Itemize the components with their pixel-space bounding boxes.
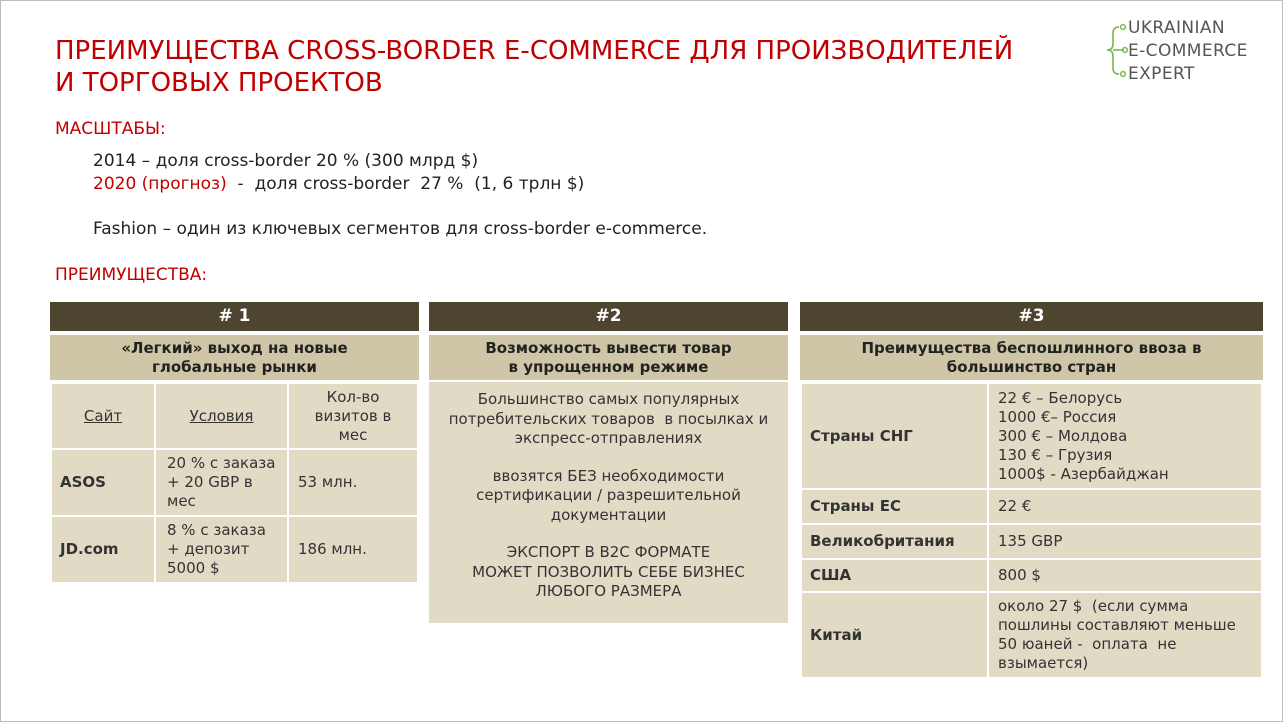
text-line: Большинство самых популярных (477, 390, 740, 408)
table-header-row (51, 383, 418, 449)
scale-heading: МАСШТАБЫ: (55, 119, 166, 139)
text-line: ввозятся БЕЗ необходимости (492, 466, 725, 485)
threshold-cell (988, 383, 1262, 489)
duty-free-table (800, 382, 1263, 679)
brand-logo (1105, 17, 1255, 87)
column-1-subtitle-line-2: глобальные рынки (152, 357, 317, 376)
scale-line-2020 (93, 174, 584, 194)
column-1-header: # 1 (50, 302, 419, 331)
column-3-subtitle-line-1: Преимущества беспошлинного ввоза в (861, 338, 1202, 357)
table-row (801, 489, 1262, 524)
sites-table (50, 382, 419, 584)
text-line: экспресс-отправлениях (514, 429, 703, 447)
advantage-column-3 (800, 302, 1263, 679)
column-2-subtitle-line-2: в упрощенном режиме (508, 357, 709, 376)
table-row (801, 383, 1262, 489)
text-line: сертификации / разрешительной (476, 486, 741, 504)
country-cell: Страны ЕС (801, 489, 988, 524)
forecast-value: - доля cross-border 27 % (1, 6 трлн $) (226, 174, 585, 194)
column-2-subtitle-line-1: Возможность вывести товар (485, 338, 732, 357)
scale-line-2014: 2014 – доля cross-border 20 % (300 млрд $) (93, 151, 479, 171)
threshold-line: 50 юаней - оплата не (998, 635, 1177, 653)
column-1-subtitle (50, 335, 419, 380)
country-cell: Страны СНГ (801, 383, 988, 489)
country-cell: Китай (801, 592, 988, 678)
column-2-body (429, 382, 788, 623)
conditions-cell: 8 % с заказа + депозит 5000 $ (155, 516, 288, 583)
threshold-line: 1000 €– Россия (998, 407, 1117, 426)
logo-text-line-2: E-COMMERCE (1128, 41, 1248, 61)
advantage-column-2 (429, 302, 788, 623)
column-1-subtitle-line-1: «Легкий» выход на новые (121, 338, 348, 357)
column-3-subtitle (800, 335, 1263, 380)
table-row (51, 449, 418, 516)
header-site: Сайт (51, 383, 155, 449)
logo-text-line-3: EXPERT (1128, 64, 1195, 84)
visits-cell: 186 млн. (288, 516, 418, 583)
threshold-cell (988, 592, 1262, 678)
header-visits: Кол-во визитов в мес (288, 383, 418, 449)
text-line: ЭКСПОРТ В B2C ФОРМАТЕ (506, 543, 711, 561)
site-cell: ASOS (51, 449, 155, 516)
text-line: потребительских товаров в посылках и (448, 409, 769, 428)
visits-cell: 53 млн. (288, 449, 418, 516)
text-line: ЛЮБОГО РАЗМЕРА (535, 582, 682, 600)
fashion-line: Fashion – один из ключевых сегментов для cross-border e-commerce. (93, 219, 708, 239)
threshold-line: пошлины составляют меньше (998, 616, 1236, 634)
column-3-header: #3 (800, 302, 1263, 331)
threshold-cell: 22 € (988, 489, 1262, 524)
logo-text-line-1: UKRAINIAN (1128, 18, 1226, 38)
paragraph-no-certification (429, 467, 788, 526)
forecast-label: 2020 (прогноз) (93, 174, 227, 194)
table-row (801, 559, 1262, 592)
header-conditions: Условия (155, 383, 288, 449)
threshold-line: 130 € – Грузия (998, 445, 1113, 464)
conditions-cell: 20 % с заказа + 20 GBP в мес (155, 449, 288, 516)
advantages-heading: ПРЕИМУЩЕСТВА: (55, 265, 208, 285)
threshold-line: 300 € – Молдова (998, 426, 1128, 445)
column-2-subtitle (429, 335, 788, 380)
page-title (55, 35, 1085, 99)
country-cell: США (801, 559, 988, 592)
text-line: МОЖЕТ ПОЗВОЛИТЬ СЕБЕ БИЗНЕС (472, 562, 745, 581)
threshold-cell: 800 $ (988, 559, 1262, 592)
site-cell: JD.com (51, 516, 155, 583)
threshold-line: 1000$ - Азербайджан (998, 464, 1169, 483)
column-3-subtitle-line-2: большинство стран (946, 357, 1117, 376)
title-line-1: ПРЕИМУЩЕСТВА CROSS-BORDER E-COMMERCE ДЛЯ ПРОИЗВОДИТЕЛЕЙ (55, 36, 1014, 66)
threshold-cell: 135 GBP (988, 524, 1262, 559)
table-row (801, 524, 1262, 559)
advantage-column-1 (50, 302, 419, 584)
threshold-line: около 27 $ (если сумма (998, 597, 1189, 615)
column-2-header: #2 (429, 302, 788, 331)
title-line-2: И ТОРГОВЫХ ПРОЕКТОВ (55, 68, 383, 98)
logo-bracket-icon (1105, 17, 1129, 87)
threshold-line: 22 € – Белорусь (998, 388, 1123, 407)
paragraph-popular-goods (429, 390, 788, 449)
text-line: документации (550, 505, 667, 524)
threshold-line: взымается) (998, 654, 1089, 672)
paragraph-b2c-export (429, 543, 788, 602)
country-cell: Великобритания (801, 524, 988, 559)
table-row (801, 592, 1262, 678)
table-row (51, 516, 418, 583)
